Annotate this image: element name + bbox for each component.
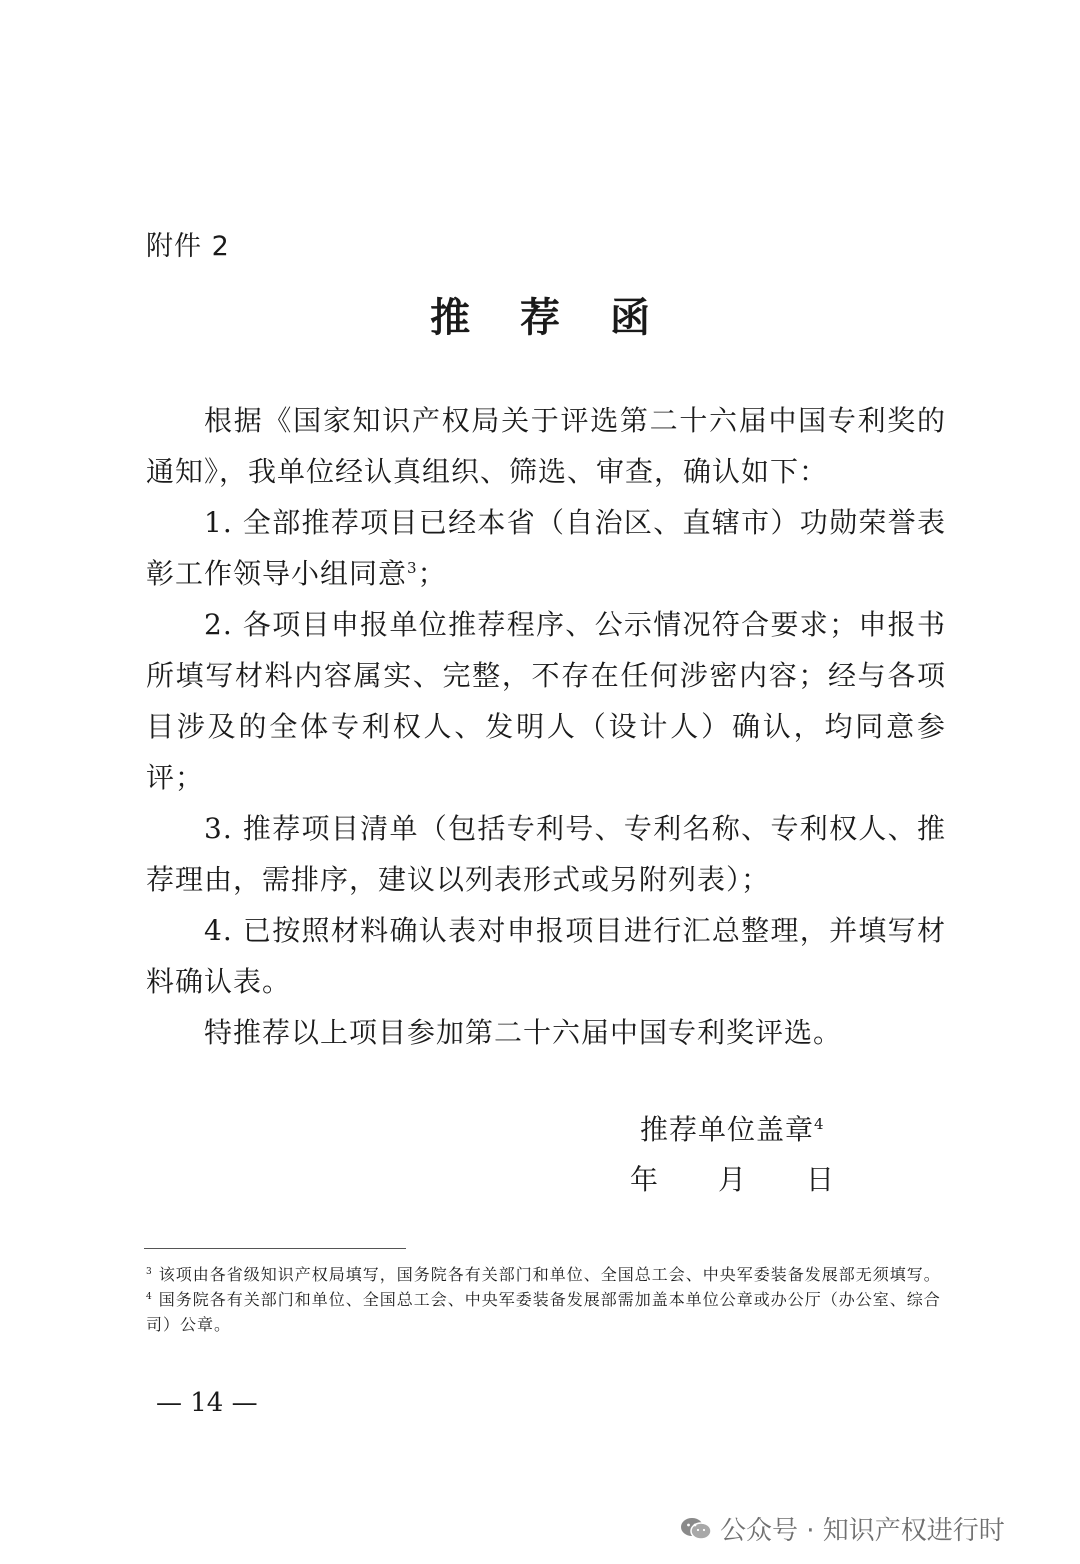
item-4-paragraph: 4. 已按照材料确认表对申报项目进行汇总整理，并填写材料确认表。 [146, 914, 946, 998]
footnote-item [146, 1262, 946, 1287]
footnotes [146, 1262, 946, 1337]
item-1-paragraph [146, 497, 946, 599]
footnote-text: 国务院各有关部门和单位、全国总工会、中央军委装备发展部需加盖本单位公章或办公厅（办公室、综合司）公章。 [146, 1290, 941, 1334]
footnote-text: 该项由各省级知识产权局填写，国务院各有关部门和单位、全国总工会、中央军委装备发展部无须填写。 [158, 1265, 941, 1284]
watermark-text: 公众号 · 知识产权进行时 [720, 1516, 1005, 1546]
seal-label: 推荐单位盖章 [640, 1113, 815, 1146]
title-char: 函 [609, 294, 650, 341]
footnote-item [146, 1287, 946, 1337]
wechat-icon [680, 1516, 712, 1542]
footnote-ref-4: 4 [814, 1115, 825, 1133]
title-char: 荐 [520, 294, 560, 341]
date-line [630, 1158, 894, 1198]
item-1-end: ； [417, 557, 447, 590]
footnote-divider [144, 1248, 406, 1249]
date-month: 月 [718, 1163, 747, 1196]
item-1-text: 1. 全部推荐项目已经本省（自治区、直辖市）功勋荣誉表彰工作领导小组同意 [146, 506, 946, 590]
watermark [680, 1510, 1005, 1547]
footnote-ref-3: 3 [407, 559, 418, 577]
footnote-mark: 4 [146, 1292, 153, 1302]
footnote-mark: 3 [146, 1267, 153, 1277]
document-title [0, 286, 1080, 343]
intro-paragraph: 根据《国家知识产权局关于评选第二十六届中国专利奖的通知》，我单位经认真组织、筛选、审查，确认如下： [146, 404, 946, 488]
title-char: 推 [430, 294, 471, 341]
page-number: — 14 — [156, 1388, 258, 1418]
seal-line [640, 1108, 825, 1148]
date-year: 年 [630, 1163, 659, 1196]
item-2-paragraph: 2. 各项目申报单位推荐程序、公示情况符合要求；申报书所填写材料内容属实、完整，不存在任何涉密内容；经与各项目涉及的全体专利权人、发明人（设计人）确认，均同意参评； [146, 608, 946, 794]
closing-paragraph: 特推荐以上项目参加第二十六届中国专利奖评选。 [204, 1016, 843, 1049]
attachment-label: 附件 2 [146, 231, 230, 262]
item-3-paragraph: 3. 推荐项目清单（包括专利号、专利名称、专利权人、推荐理由，需排序，建议以列表形式或另附列表）； [146, 812, 946, 896]
letter-body [146, 395, 946, 1058]
date-day: 日 [806, 1163, 835, 1196]
